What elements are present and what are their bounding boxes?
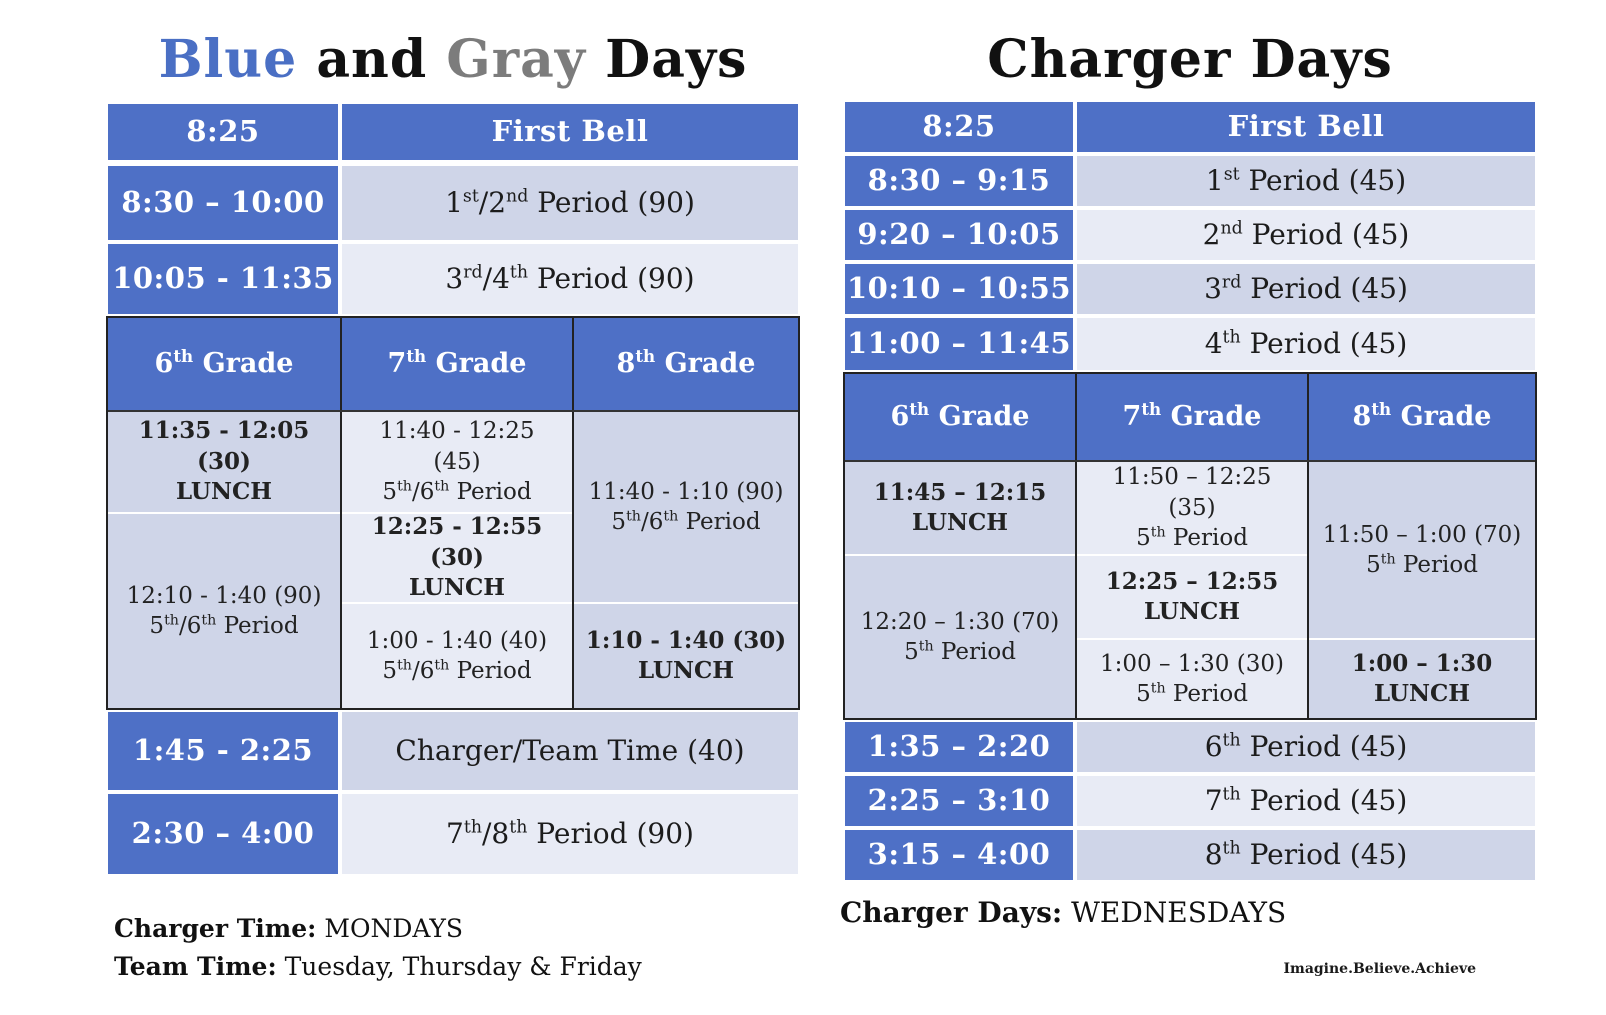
period-8-label: 8th Period (45): [1077, 830, 1535, 880]
team-time-note: Team Time: Tuesday, Thursday & Friday: [114, 952, 642, 981]
block-1-label: 1st/2nd Period (90): [342, 166, 798, 240]
grid-line: [1307, 372, 1309, 718]
first-bell-label: First Bell: [1077, 102, 1535, 152]
period-2-time: 9:20 – 10:05: [845, 210, 1073, 260]
grade-7-header: 7th Grade: [1077, 374, 1307, 460]
charger-time-note: Charger Time: MONDAYS: [114, 914, 464, 943]
period-2-label: 2nd Period (45): [1077, 210, 1535, 260]
grade-7-period-a: 11:40 - 12:25 (45) 5th/6th Period: [342, 412, 572, 512]
grade-8-header: 8th Grade: [1309, 374, 1535, 460]
grade-6-header: 6th Grade: [845, 374, 1075, 460]
charger-team-time: 1:45 - 2:25: [108, 712, 338, 790]
charger-days-title: Charger Days: [987, 29, 1393, 90]
period-3-time: 10:10 – 10:55: [845, 264, 1073, 314]
grade-7-period-b: 1:00 - 1:40 (40) 5th/6th Period: [342, 604, 572, 708]
period-7-label: 7th Period (45): [1077, 776, 1535, 826]
grade-7-header: 7th Grade: [342, 318, 572, 410]
title-word-and: and: [316, 29, 428, 90]
grid-line: [340, 410, 342, 708]
grid-line: [845, 460, 1535, 462]
last-block-label: 7th/8th Period (90): [342, 794, 798, 874]
grid-line: [572, 316, 574, 708]
grid-line: [108, 410, 798, 412]
first-bell-label: First Bell: [342, 104, 798, 160]
grade-6-lunch: 11:45 – 12:15 LUNCH: [845, 462, 1075, 554]
grade-8-lunch: 1:10 - 1:40 (30) LUNCH: [574, 604, 798, 708]
grade-6-period: 12:10 - 1:40 (90) 5th/6th Period: [108, 514, 340, 708]
grade-8-period: 11:40 - 1:10 (90) 5th/6th Period: [574, 412, 798, 602]
grid-line: [340, 316, 342, 410]
grade-6-lunch: 11:35 - 12:05 (30) LUNCH: [108, 412, 340, 512]
period-8-time: 3:15 – 4:00: [845, 830, 1073, 880]
period-6-time: 1:35 – 2:20: [845, 722, 1073, 772]
period-4-label: 4th Period (45): [1077, 318, 1535, 370]
grade-7-lunch: 12:25 – 12:55 LUNCH: [1077, 556, 1307, 638]
grid-line: [1075, 372, 1077, 718]
period-1-label: 1st Period (45): [1077, 156, 1535, 206]
title-word-gray: Gray: [446, 29, 586, 90]
period-1-time: 8:30 – 9:15: [845, 156, 1073, 206]
title-word-days: Days: [605, 29, 748, 90]
title-word-blue: Blue: [158, 29, 298, 90]
grade-6-period: 12:20 – 1:30 (70) 5th Period: [845, 556, 1075, 718]
period-3-label: 3rd Period (45): [1077, 264, 1535, 314]
grade-7-period-b: 1:00 – 1:30 (30) 5th Period: [1077, 640, 1307, 718]
block-2-time: 10:05 - 11:35: [108, 244, 338, 314]
last-block-time: 2:30 – 4:00: [108, 794, 338, 874]
grade-8-header: 8th Grade: [574, 318, 798, 410]
grade-6-header: 6th Grade: [108, 318, 340, 410]
first-bell-time: 8:25: [845, 102, 1073, 152]
block-1-time: 8:30 – 10:00: [108, 166, 338, 240]
period-4-time: 11:00 – 11:45: [845, 318, 1073, 370]
charger-days-note: Charger Days: WEDNESDAYS: [840, 896, 1287, 929]
motto-tagline: Imagine.Believe.Achieve: [1283, 961, 1476, 977]
period-6-label: 6th Period (45): [1077, 722, 1535, 772]
block-2-label: 3rd/4th Period (90): [342, 244, 798, 314]
grade-7-lunch: 12:25 - 12:55 (30) LUNCH: [342, 514, 572, 602]
first-bell-time: 8:25: [108, 104, 338, 160]
blue-gray-days-title: [108, 28, 798, 92]
grade-8-period: 11:50 – 1:00 (70) 5th Period: [1309, 462, 1535, 638]
grade-8-lunch: 1:00 – 1:30 LUNCH: [1309, 640, 1535, 718]
charger-team-label: Charger/Team Time (40): [342, 712, 798, 790]
period-7-time: 2:25 – 3:10: [845, 776, 1073, 826]
grade-7-period-a: 11:50 – 12:25 (35) 5th Period: [1077, 462, 1307, 554]
